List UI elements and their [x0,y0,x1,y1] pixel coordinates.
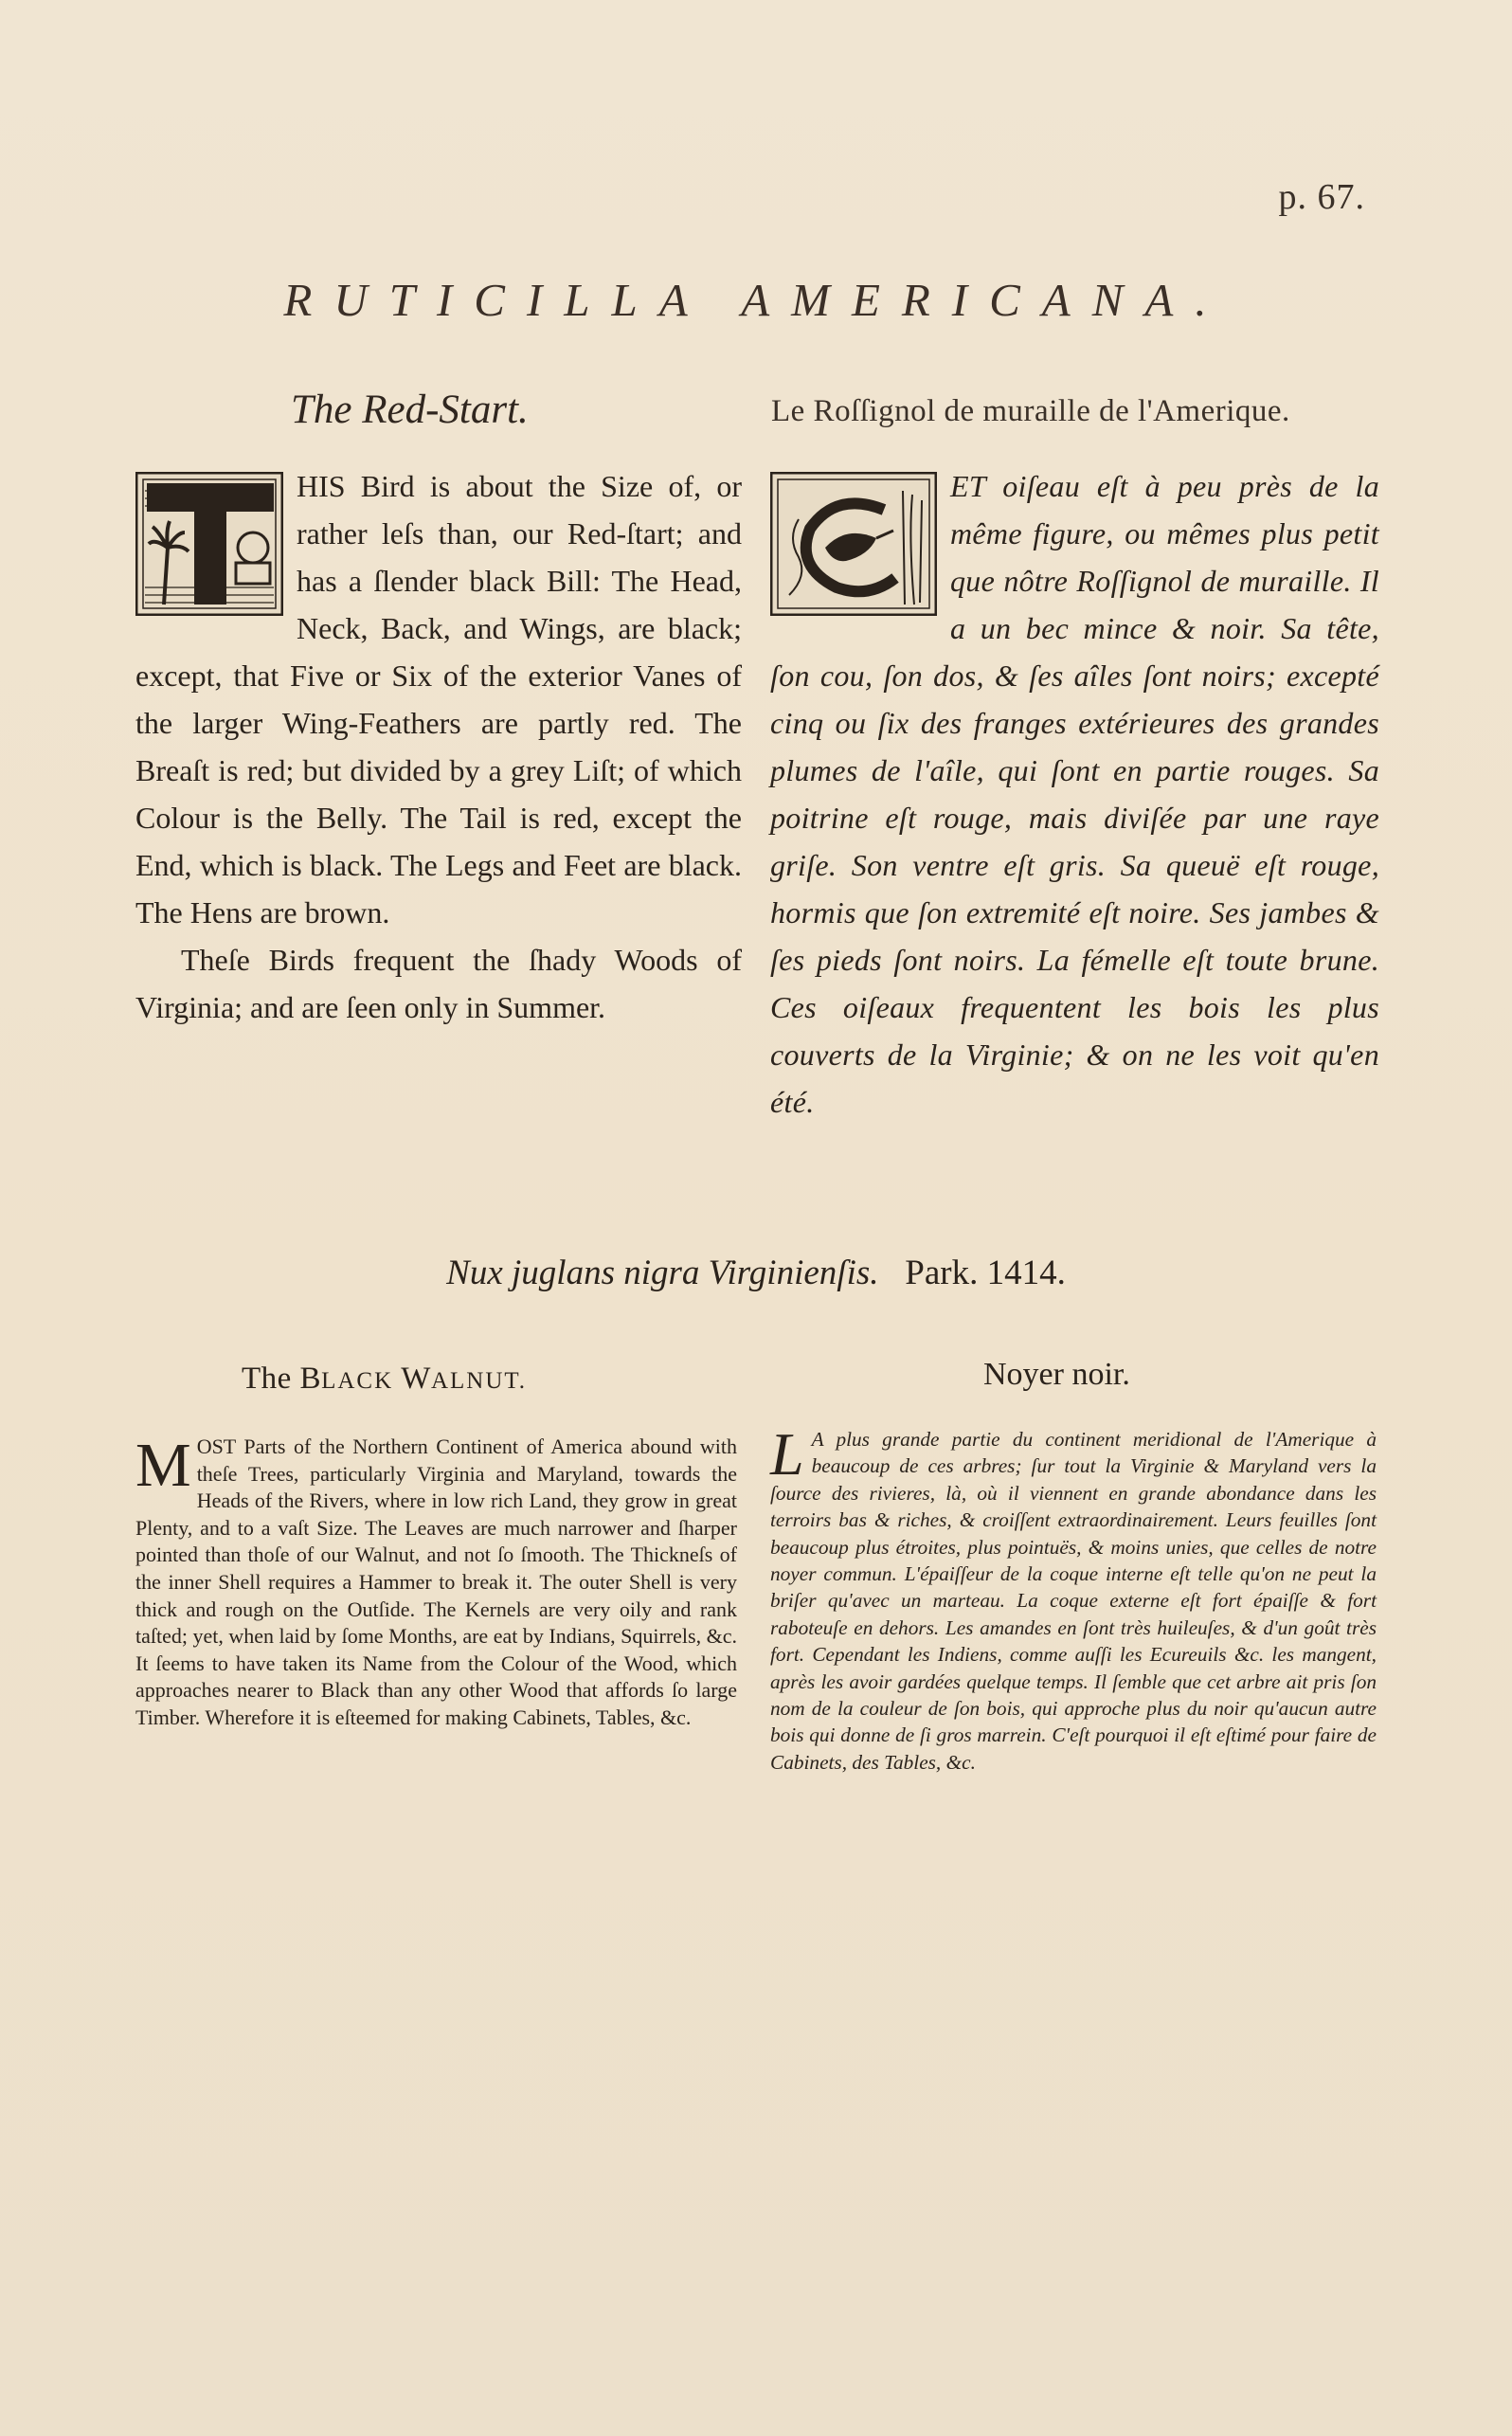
plant-text-fr-body: A plus grande partie du continent meridional de l'Amerique à beaucoup de ces arbres; ſur tout la Virginie & Maryland vers la ſource des rivieres, là, où il viennent en grande abondance dans les terroirs bas & riches, & croiſſent extraordinairement. Leurs feuilles ſont beaucoup plus étroites, plus pointuës, & moins unies, que celles de notre noyer commun. L'épaiſſeur de la coque interne eſt telle qu'on ne peut la briſer qu'avec un marteau. La coque externe eſt fort épaiſſe & fort raboteuſe en dehors. Les amandes en ſont très huileuſes, & d'un goût très fort. Cependant les Indiens, comme auſſi les Ecureuils &c. les mangent, après les avoir gardées quelque temps. Il ſemble que cet arbre ait pris ſon nom de la couleur de ſon bois, qui approche plus du noir qu'aucun autre bois qui donne de ſi gros marrein. C'eſt pourquoi il eſt eſtimé pour faire de Cabinets, des Tables, &c. [770,1428,1377,1774]
page-title: RUTICILLA AMERICANA. [283,274,1229,326]
plant-heading-en: The BLACK WALNUT. [242,1362,528,1396]
plant-latin-name: Nux juglans nigra Virginienſis. [446,1254,879,1292]
woodcut-letter-T-palm-icon [135,472,283,616]
plant-reference: Park. 1414. [905,1254,1066,1292]
bird-heading-en: The Red-Start. [291,388,529,432]
plant-text-en-body: OST Parts of the Northern Continent of America abound with theſe Trees, particularly Virginia and Maryland, towards the Heads of the Rivers, where in low rich Land, they grow in great Plenty, and to a vaſt Size. The Leaves are much narrower and ſharper pointed than thoſe of our Walnut, and not ſo ſmooth. The Thickneſs of the inner Shell requires a Hammer to break it. The outer Shell is very thick and rough on the Outſide. The Kernels are very oily and rank taſted; yet, when laid by ſome Months, are eat by Indians, Squirrels, &c. It ſeems to have taken its Name from the Colour of the Wood, which approaches nearer to Black than any other Wood that affords ſo large Timber. Wherefore it is eſteemed for making Cabinets, Tables, &c. [135,1435,737,1729]
woodcut-letter-C-bird-icon [770,472,937,616]
plant-text-fr [770,1420,1377,1776]
bird-text-en-p1: HIS Bird is about the Size of, or rather leſs than, our Red-ſtart; and has a ſlender black Bill: The Head, Neck, Back, and Wings, are black; except, that Five or Six of the exterior Vanes of the larger Wing-Feathers are partly red. The Breaſt is red; but divided by a grey Liſt; of which Colour is the Belly. The Tail is red, except the End, which is black. The Legs and Feet are black. The Hens are brown. [135,469,742,929]
bird-heading-fr: Le Roſſignol de muraille de l'Amerique. [771,394,1290,428]
plant-heading [0,1253,1512,1293]
initial-letter-l: L [770,1420,804,1488]
plant-text-en [135,1431,737,1732]
bird-text-en [135,462,742,1031]
bird-text-fr-body: ET oiſeau eſt à peu près de la même figure, ou mêmes plus petit que nôtre Roſſignol de muraille. Il a un bec mince & noir. Sa tête, ſon cou, ſon dos, & ſes aîles ſont noirs; excepté cinq ou ſix des franges extérieures des grandes plumes de l'aîle, qui ſont en partie rouges. Sa poitrine eſt rouge, mais diviſée par une raye griſe. Son ventre eſt gris. Sa queuë eſt rouge, hormis que ſon extremité eſt noire. Ses jambes & ſes pieds ſont noirs. La fémelle eſt toute brune. Ces oiſeaux frequentent les bois les plus couverts de la Virginie; & on ne les voit qu'en été. [770,469,1379,1119]
initial-letter-m: M [135,1431,191,1500]
bird-text-fr [770,462,1379,1126]
plant-heading-fr: Noyer noir. [983,1357,1130,1392]
bird-text-en-p2: Theſe Birds frequent the ſhady Woods of Virginia; and are ſeen only in Summer. [135,943,742,1024]
page-number: p. 67. [1278,177,1365,217]
